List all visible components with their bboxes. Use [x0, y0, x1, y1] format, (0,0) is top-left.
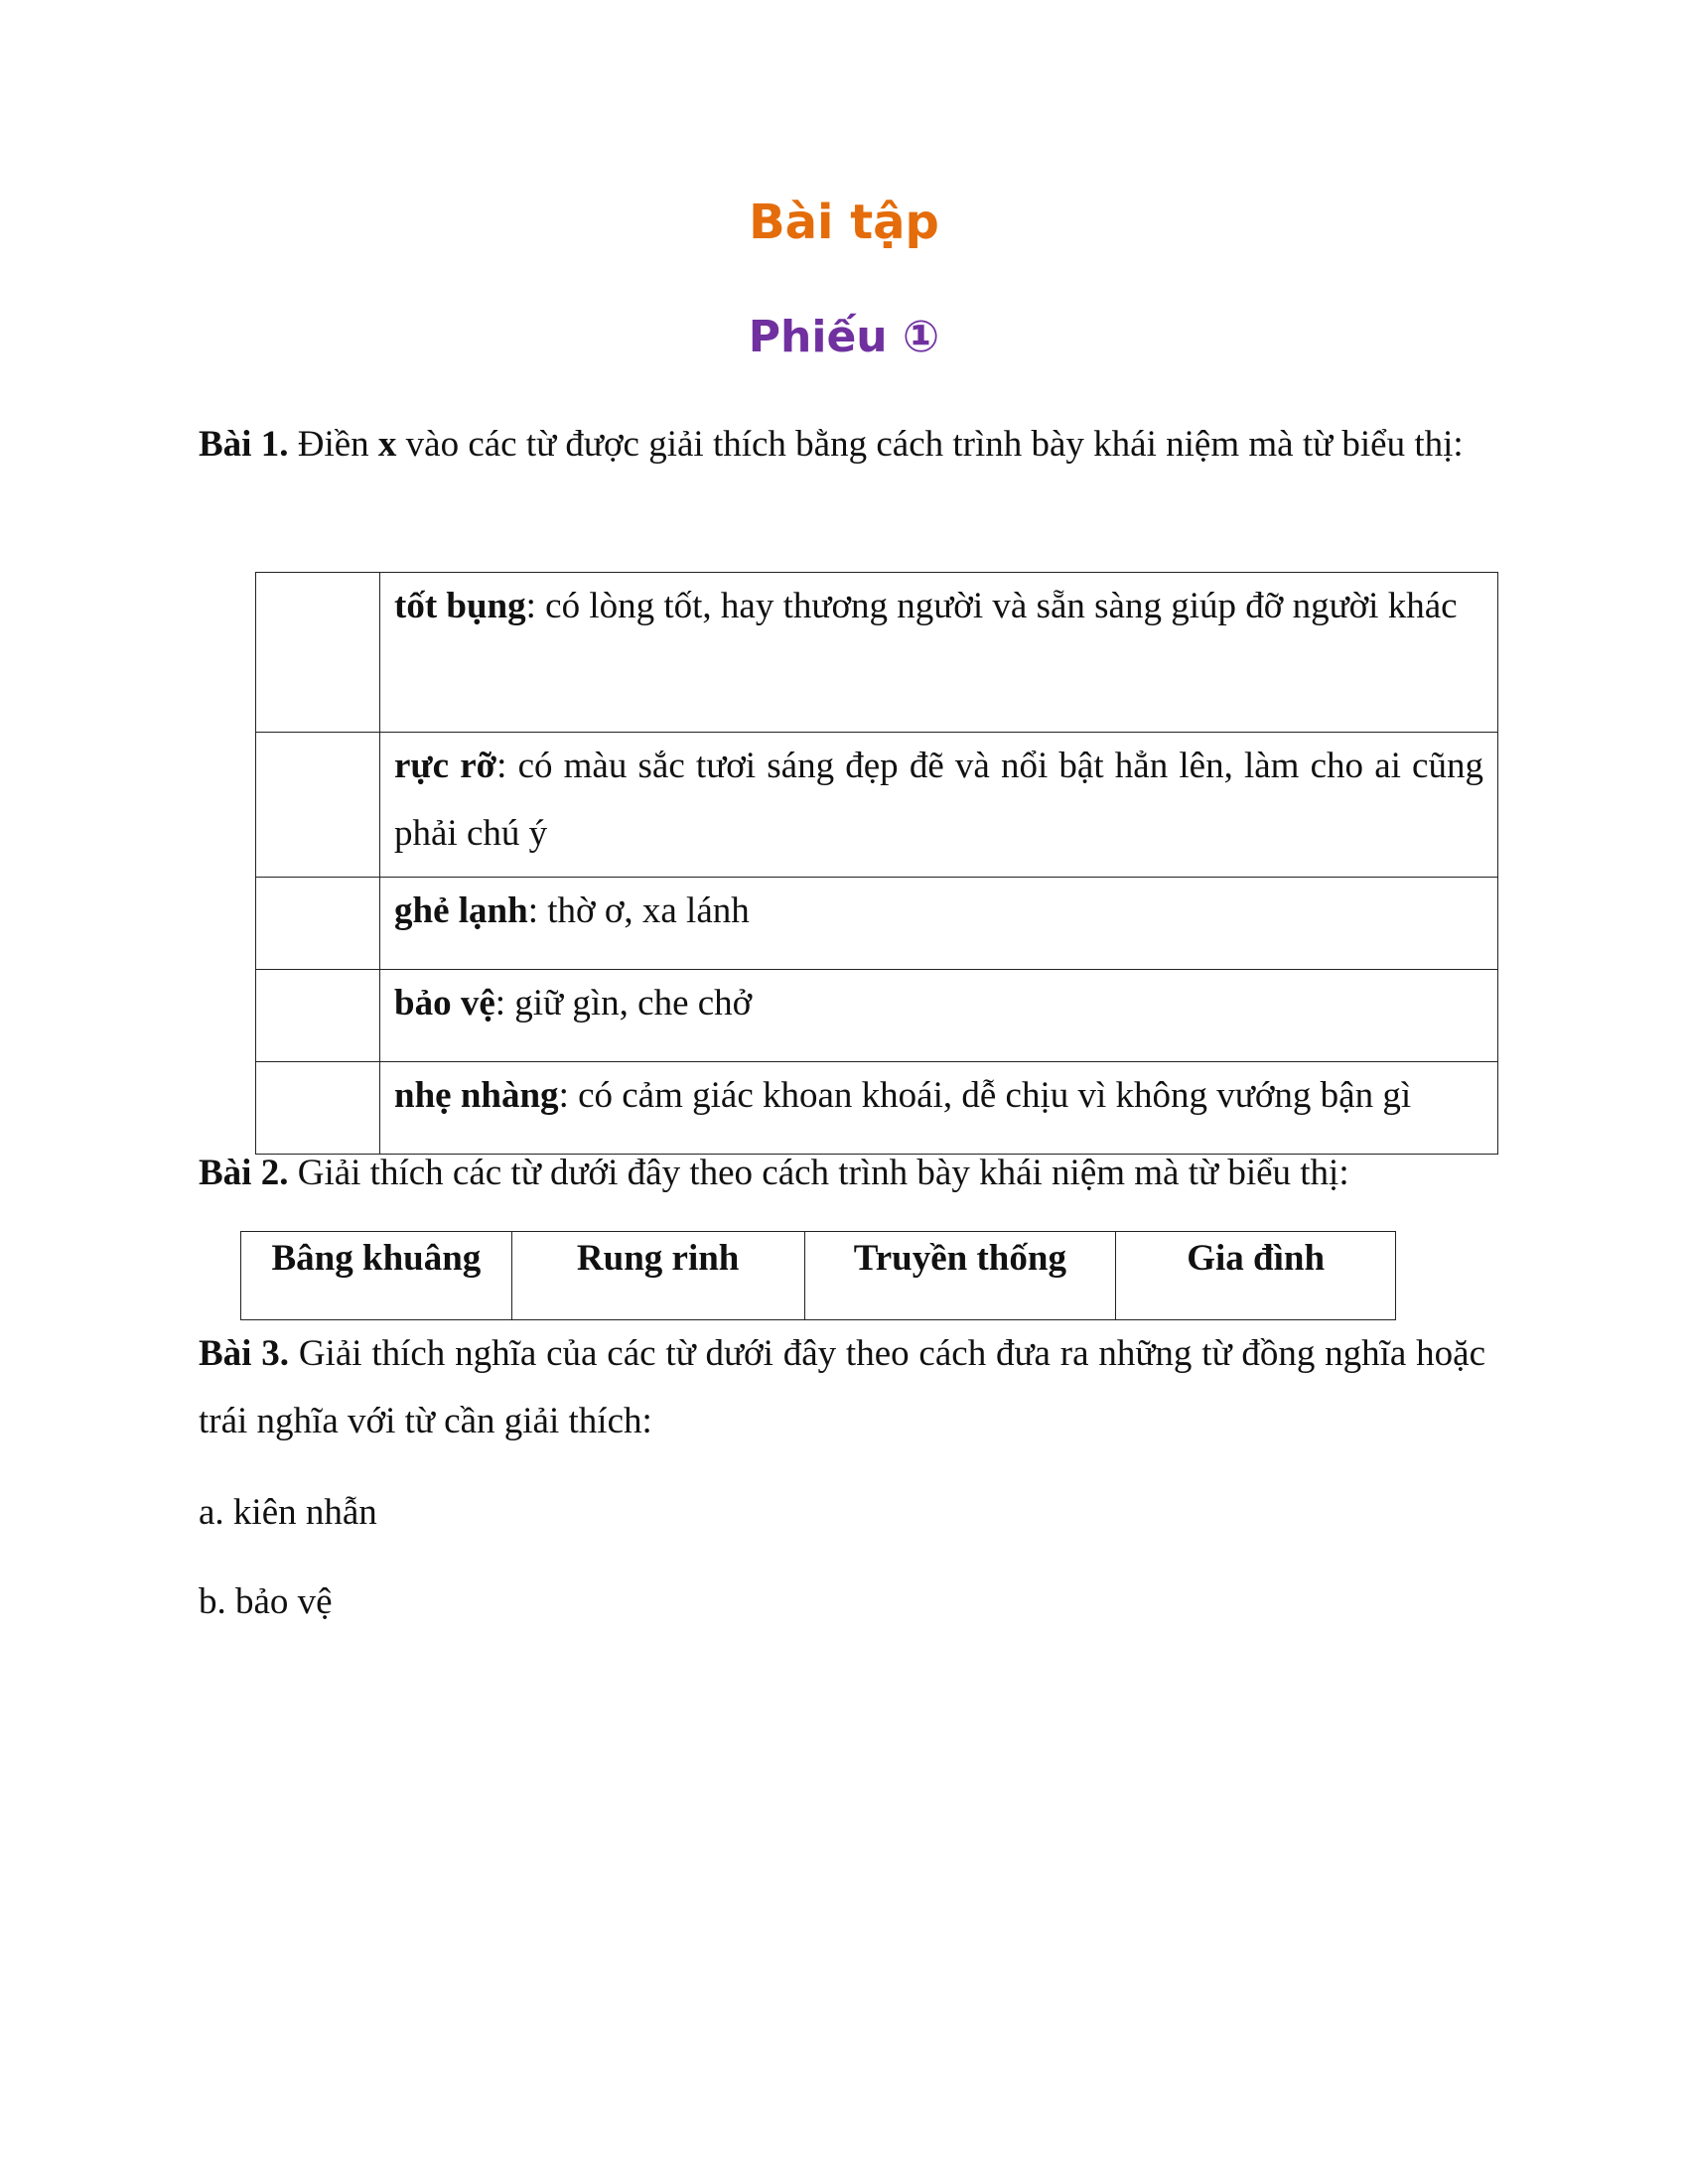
page-title: Bài tập — [749, 195, 939, 250]
term: rực rỡ — [394, 746, 497, 786]
term: ghẻ lạnh — [394, 890, 528, 931]
exercise-3-prompt — [199, 1320, 1485, 1455]
table-row — [256, 733, 1498, 878]
exercise-2-table — [240, 1231, 1396, 1320]
exercise-2-label: Bài 2. — [199, 1153, 289, 1193]
definition-text: : có màu sắc tươi sáng đẹp đẽ và nổi bật hẳn lên, làm cho ai cũng phải chú ý — [394, 746, 1483, 854]
word-cell: Rung rinh — [511, 1232, 804, 1320]
exercise-3-item-b: b. bảo vệ — [199, 1581, 333, 1622]
exercise-1-text-before: Điền — [288, 424, 378, 465]
exercise-3-text: Giải thích nghĩa của các từ dưới đây theo cách đưa ra những từ đồng nghĩa hoặc trái nghĩa với từ cần giải thích: — [199, 1333, 1485, 1441]
exercise-2-prompt — [199, 1140, 1485, 1207]
word-cell: Gia đình — [1116, 1232, 1396, 1320]
exercise-3-item-a: a. kiên nhẫn — [199, 1492, 377, 1533]
worksheet-subtitle: Phiếu ① — [748, 312, 940, 362]
exercise-3-label: Bài 3. — [199, 1333, 290, 1374]
definition-cell — [380, 733, 1498, 878]
table-row — [256, 573, 1498, 733]
word-cell: Truyền thống — [804, 1232, 1116, 1320]
table-row — [256, 970, 1498, 1062]
definition-text: : giữ gìn, che chở — [494, 983, 753, 1024]
definition-text: : có cảm giác khoan khoái, dễ chịu vì không vướng bận gì — [558, 1075, 1412, 1116]
term: bảo vệ — [394, 983, 495, 1024]
definition-cell — [380, 970, 1498, 1062]
term: nhẹ nhàng — [394, 1075, 559, 1116]
definition-cell — [380, 573, 1498, 733]
definition-text: : thờ ơ, xa lánh — [527, 890, 750, 931]
term: tốt bụng — [394, 586, 526, 626]
exercise-1-prompt — [199, 411, 1485, 478]
exercise-1-x-mark: x — [377, 424, 397, 465]
exercise-1-table — [255, 572, 1498, 1155]
word-cell: Bâng khuâng — [241, 1232, 512, 1320]
check-cell[interactable] — [256, 970, 380, 1062]
check-cell[interactable] — [256, 573, 380, 733]
exercise-1-text-after: vào các từ được giải thích bằng cách trình bày khái niệm mà từ biểu thị: — [396, 424, 1464, 465]
check-cell[interactable] — [256, 878, 380, 970]
exercise-1-label: Bài 1. — [199, 424, 289, 465]
table-row — [256, 878, 1498, 970]
definition-cell — [380, 878, 1498, 970]
table-row — [241, 1232, 1396, 1320]
check-cell[interactable] — [256, 733, 380, 878]
exercise-2-text: Giải thích các từ dưới đây theo cách trình bày khái niệm mà từ biểu thị: — [288, 1153, 1349, 1193]
definition-text: : có lòng tốt, hay thương người và sẵn sàng giúp đỡ người khác — [525, 586, 1458, 626]
